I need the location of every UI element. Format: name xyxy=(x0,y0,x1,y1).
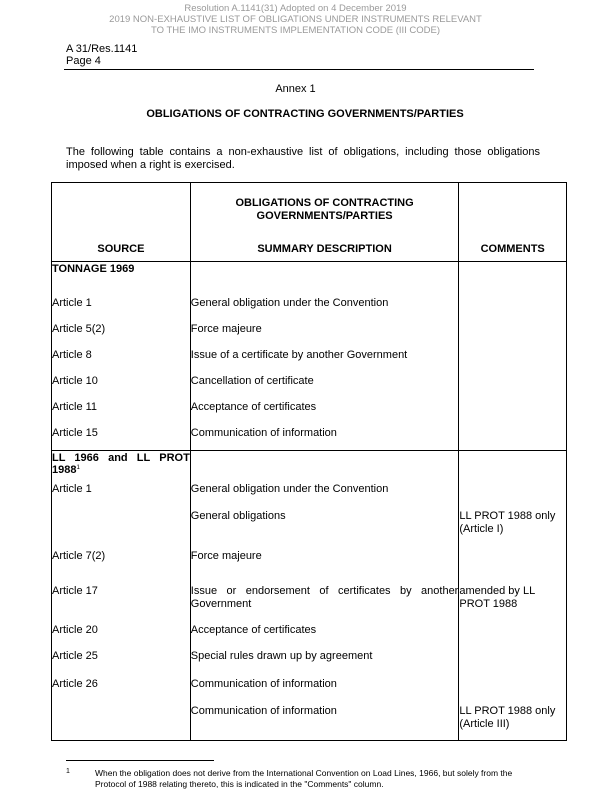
table-row xyxy=(52,375,567,401)
section-comments-cell xyxy=(459,261,567,297)
row-description: Communication of information xyxy=(190,705,459,740)
table-row xyxy=(52,401,567,427)
header-summary-label: SUMMARY DESCRIPTION xyxy=(257,243,392,255)
document-reference: A 31/Res.1141 xyxy=(66,43,138,55)
table-row xyxy=(52,427,567,450)
table-row xyxy=(52,550,567,585)
row-source: Article 20 xyxy=(52,624,191,650)
row-comments xyxy=(459,650,567,678)
row-source: Article 15 xyxy=(52,427,191,450)
row-source xyxy=(52,510,191,550)
header-source xyxy=(52,183,191,262)
row-description: Communication of information xyxy=(190,427,459,450)
intro-paragraph: The following table contains a non-exhaustive list of obligations, including those obligations imposed when a right is exercised. xyxy=(66,146,540,171)
row-source: Article 25 xyxy=(52,650,191,678)
table-row xyxy=(52,678,567,705)
row-source: Article 26 xyxy=(52,678,191,705)
obligations-table xyxy=(51,182,567,741)
header-divider xyxy=(64,69,534,70)
header-group-label: OBLIGATIONS OF CONTRACTING GOVERNMENTS/PARTIES xyxy=(235,197,414,222)
row-source xyxy=(52,705,191,740)
header-comments xyxy=(459,183,567,262)
row-description: Force majeure xyxy=(190,550,459,585)
table-row xyxy=(52,585,567,624)
table-row xyxy=(52,349,567,375)
row-description: Acceptance of certificates xyxy=(190,401,459,427)
row-comments xyxy=(459,678,567,705)
watermark-line-1: Resolution A.1141(31) Adopted on 4 December 2019 xyxy=(184,3,407,14)
row-comments xyxy=(459,550,567,585)
section-row xyxy=(52,450,567,483)
footnote-divider xyxy=(66,760,214,761)
row-description: Cancellation of certificate xyxy=(190,375,459,401)
section-comments-cell xyxy=(459,450,567,483)
row-description: Force majeure xyxy=(190,323,459,349)
row-comments xyxy=(459,323,567,349)
row-description: Acceptance of certificates xyxy=(190,624,459,650)
section-title xyxy=(52,450,191,483)
section-title xyxy=(52,261,191,297)
row-comments xyxy=(459,349,567,375)
footnote-marker: 1 xyxy=(76,465,80,471)
row-source: Article 1 xyxy=(52,297,191,323)
row-comments: amended by LL PROT 1988 xyxy=(459,585,567,624)
footnote-text: When the obligation does not derive from the International Convention on Load Lines, 1966, but solely from the Protocol of 1988 relating thereto, this is indicated in the "Comments" column. xyxy=(95,768,513,789)
row-description: Special rules drawn up by agreement xyxy=(190,650,459,678)
row-comments: LL PROT 1988 only (Article I) xyxy=(459,510,567,550)
table-row xyxy=(52,624,567,650)
row-comments xyxy=(459,483,567,510)
section-desc-cell xyxy=(190,450,459,483)
header-source-label: SOURCE xyxy=(97,243,145,255)
row-comments xyxy=(459,401,567,427)
row-source: Article 1 xyxy=(52,483,191,510)
row-comments xyxy=(459,375,567,401)
watermark-line-3: TO THE IMO INSTRUMENTS IMPLEMENTATION CODE (III CODE) xyxy=(150,25,441,36)
footnote-number: 1 xyxy=(66,768,70,775)
header-summary xyxy=(190,183,459,262)
header-comments-label: COMMENTS xyxy=(480,243,545,255)
row-comments: LL PROT 1988 only (Article III) xyxy=(459,705,567,740)
row-description: General obligations xyxy=(190,510,459,550)
table-row xyxy=(52,705,567,740)
table-row xyxy=(52,650,567,678)
table-row xyxy=(52,297,567,323)
row-source: Article 8 xyxy=(52,349,191,375)
table-row xyxy=(52,323,567,349)
watermark-line-2: 2019 NON-EXHAUSTIVE LIST OF OBLIGATIONS UNDER INSTRUMENTS RELEVANT xyxy=(109,14,482,25)
section-title-text: TONNAGE 1969 xyxy=(52,262,135,275)
row-comments xyxy=(459,427,567,450)
row-source: Article 11 xyxy=(52,401,191,427)
row-description: General obligation under the Convention xyxy=(190,483,459,510)
row-comments xyxy=(459,297,567,323)
row-description: Issue of a certificate by another Government xyxy=(190,349,459,375)
page-number: Page 4 xyxy=(66,55,101,67)
annex-label: Annex 1 xyxy=(275,83,316,95)
section-row xyxy=(52,261,567,297)
row-description: General obligation under the Convention xyxy=(190,297,459,323)
row-source: Article 17 xyxy=(52,585,191,624)
row-comments xyxy=(459,624,567,650)
page-title: OBLIGATIONS OF CONTRACTING GOVERNMENTS/PARTIES xyxy=(146,108,464,120)
row-source: Article 10 xyxy=(52,375,191,401)
row-source: Article 5(2) xyxy=(52,323,191,349)
section-desc-cell xyxy=(190,261,459,297)
table-header-row xyxy=(52,183,567,262)
table-row xyxy=(52,510,567,550)
table-body xyxy=(52,261,567,740)
table-row xyxy=(52,483,567,510)
row-source: Article 7(2) xyxy=(52,550,191,585)
section-title-text: LL 1966 and LL PROT 1988 xyxy=(52,451,190,476)
row-description: Issue or endorsement of certificates by another Government xyxy=(190,585,459,624)
row-description: Communication of information xyxy=(190,678,459,705)
